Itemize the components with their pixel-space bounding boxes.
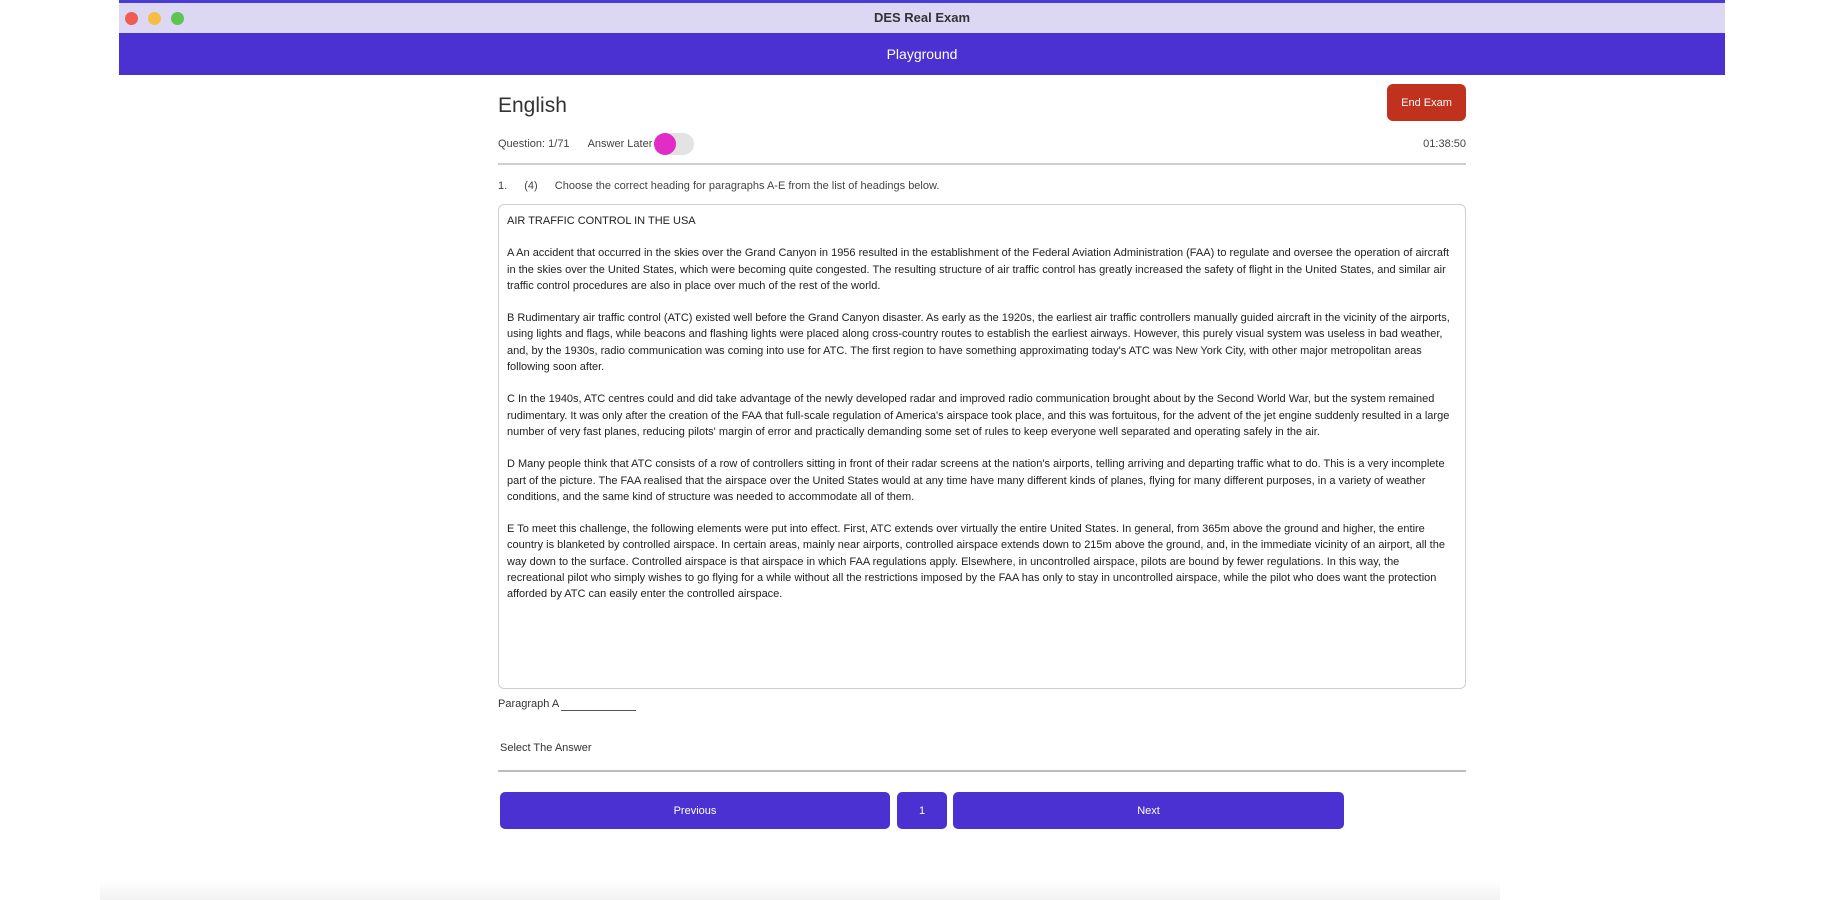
passage-paragraph-d: D Many people think that ATC consists of a row of controllers sitting in front of their radar screens at the nation's airports, telling arriving and departing traffic what to do. This is a very incomplete part of the picture. The FAA realised that the airspace over the United States would at any time have many different kinds of planes, flying for many different purposes, in a variety of weather conditions, and the same kind of structure was needed to accommodate all of them. [507,458,1445,503]
passage-title: AIR TRAFFIC CONTROL IN THE USA [507,215,696,227]
passage-paragraph-c: C In the 1940s, ATC centres could and did take advantage of the newly developed radar and improved radio communication brought about by the Second World War, but the system remained rudimentary. It was only after the creation of the FAA that full-scale regulation of America's airspace took place, and this was fortuitous, for the advent of the jet engine suddenly resulted in a large number of very fast planes, reducing pilots' margin of error and practically demanding some set of rules to keep everyone well separated and operating safely in the air. [507,393,1450,438]
question-status-bar [498,130,1466,158]
reading-passage[interactable] [498,204,1466,689]
question-number: 1. [498,180,508,192]
question-text: Choose the correct heading for paragraphs A-E from the list of headings below. [554,180,940,192]
exam-timer: 01:38:50 [1423,138,1466,150]
window-titlebar [119,0,1725,33]
question-counter: Question: 1/71 [498,138,570,150]
passage-paragraph-a: A An accident that occurred in the skies over the Grand Canyon in 1956 resulted in the establishment of the Federal Aviation Administration (FAA) to regulate and oversee the operation of aircraft in the skies over the United States, which were becoming quite congested. The resulting structure of air traffic control has greatly increased the safety of flight in the United States, and similar air traffic control procedures are also in place over much of the rest of the world. [507,247,1450,292]
subject-title: English [498,94,567,117]
end-exam-button[interactable]: End Exam [1387,84,1466,121]
next-button[interactable]: Next [953,792,1344,829]
page-number-button[interactable]: 1 [897,792,947,829]
answer-later-toggle[interactable] [654,133,694,155]
app-window [119,0,1725,900]
window-bottom-shadow [100,880,1500,900]
answer-blank [498,698,636,711]
question-points: (4) [524,180,538,192]
answer-blank-label: Paragraph A [498,698,560,710]
passage-paragraph-e: E To meet this challenge, the following elements were put into effect. First, ATC extends over virtually the entire United States. In general, from 365m above the ground and higher, the entire country is blanketed by controlled airspace. In certain areas, mainly near airports, controlled airspace extends down to 215m above the ground, and, in the immediate vicinity of an airport, all the way down to the surface. Controlled airspace is that airspace in which FAA regulations apply. Elsewhere, in uncontrolled airspace, pilots are bound by fewer regulations. In this way, the recreational pilot who simply wishes to go flying for a while without all the restrictions imposed by the FAA has only to stay in uncontrolled airspace, while the pilot who does want the protection afforded by ATC can easily enter the controlled airspace. [507,523,1445,601]
passage-paragraph-b: B Rudimentary air traffic control (ATC) existed well before the Grand Canyon disaster. As early as the 1920s, the earliest air traffic controllers manually guided aircraft in the vicinity of the airports, using lights and flags, while beacons and flashing lights were placed along cross-country routes to establish the earliest airways. However, this purely visual system was useless in bad weather, and, by the 1930s, radio communication was coming into use for ATC. The first region to have something approximating today's ATC was New York City, with other major metropolitan areas following soon after. [507,312,1450,374]
navbar-title: Playground [886,46,958,62]
window-title: DES Real Exam [873,10,971,25]
answer-later-label: Answer Later [587,138,653,150]
previous-button[interactable]: Previous [500,792,890,829]
top-navbar [119,33,1725,75]
footer-divider [498,770,1466,772]
answer-blank-line [561,698,636,711]
header-divider [498,163,1466,165]
toggle-knob [654,133,676,155]
pagination-bar [500,792,1466,829]
answer-select[interactable] [498,729,1466,767]
question-instruction [498,180,953,192]
answer-select-placeholder: Select The Answer [500,742,592,754]
